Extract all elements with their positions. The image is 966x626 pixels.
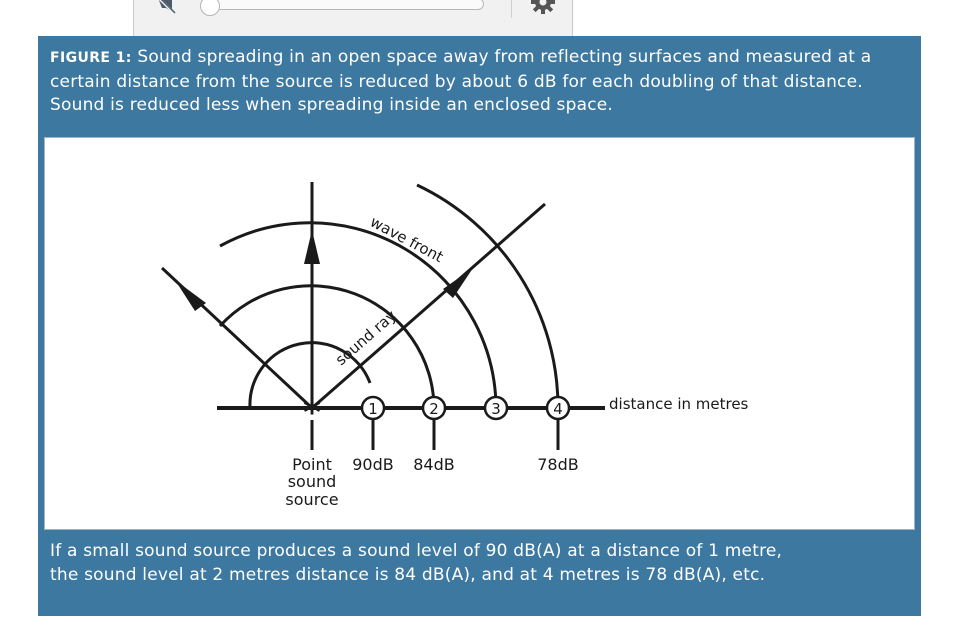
volume-slider-track[interactable] <box>206 0 484 10</box>
sound-ray-right <box>312 204 545 408</box>
figure-box <box>38 36 921 616</box>
marker-number: 3 <box>491 400 501 418</box>
ray-arrowhead-up <box>304 230 320 264</box>
figure-caption <box>50 46 910 118</box>
figure-footnote <box>50 540 910 587</box>
distance-marker <box>547 397 569 419</box>
distance-marker <box>485 397 507 419</box>
source-label-line: sound <box>287 472 337 491</box>
sound-propagation-diagram <box>45 138 914 529</box>
sound-ray-label: sound ray <box>331 306 400 370</box>
ray-arrowhead-left <box>175 280 206 311</box>
level-label: 90dB <box>352 455 394 474</box>
wave-front-label: wave front <box>367 212 447 267</box>
level-label: 84dB <box>413 455 455 474</box>
caption-text: Sound spreading in an open space away from reflecting surfaces and measured at a certain distance from the source is reduced by about 6 dB for each doubling of that distance. Sound is reduced less when spreading inside an enclosed space. <box>50 47 872 115</box>
footnote-line: the sound level at 2 metres distance is 84 dB(A), and at 4 metres is 78 dB(A), etc. <box>50 564 766 585</box>
footnote-line: If a small sound source produces a sound level of 90 dB(A) at a distance of 1 metre, <box>50 541 783 561</box>
distance-marker <box>362 397 384 419</box>
toolbar-divider <box>511 0 512 18</box>
source-asterisk-icon: * <box>303 393 321 433</box>
axis-label: distance in metres <box>609 395 749 413</box>
level-label: 78dB <box>537 455 579 474</box>
marker-number: 1 <box>368 400 378 418</box>
source-label-line: source <box>285 490 339 509</box>
wave-front-arc-3 <box>220 223 496 408</box>
mute-icon[interactable] <box>154 0 180 16</box>
media-toolbar <box>133 0 573 38</box>
distance-marker <box>423 397 445 419</box>
source-label-line: Point <box>292 455 332 474</box>
marker-number: 4 <box>553 400 563 418</box>
marker-number: 2 <box>429 400 439 418</box>
figure-label: FIGURE 1: <box>50 50 132 66</box>
diagram-panel <box>44 137 915 530</box>
gear-icon[interactable] <box>528 0 558 18</box>
volume-slider-thumb[interactable] <box>200 0 220 16</box>
